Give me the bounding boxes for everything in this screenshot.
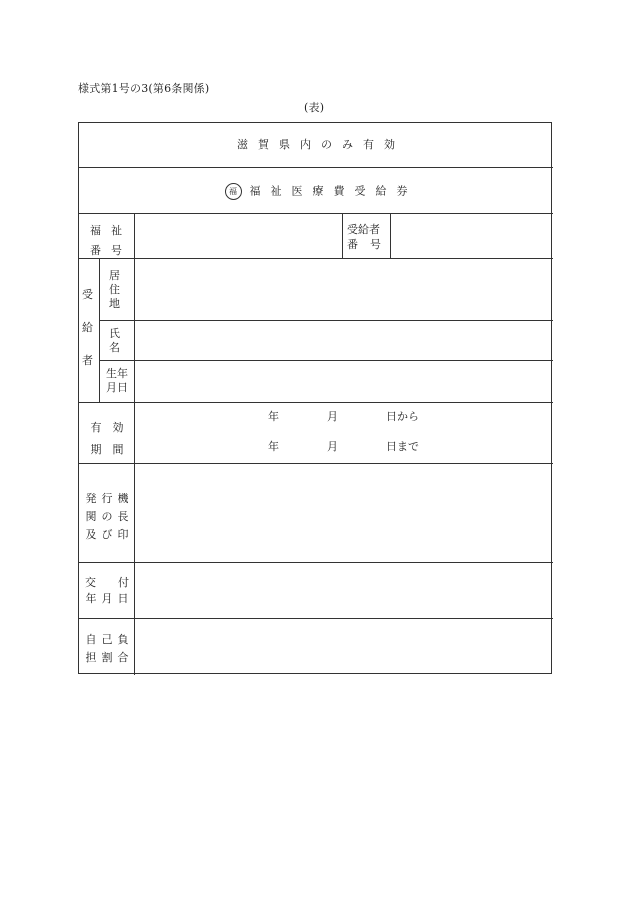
recipient-group-label: 受 給 者 (82, 288, 93, 367)
title-valid-in-shiga: 滋賀県内のみ有効 (237, 138, 405, 151)
recipient-number-field[interactable] (391, 214, 551, 257)
residence-label: 居 住 地 (109, 269, 120, 310)
rule-recipient (79, 402, 553, 403)
issuer-head-seal-label: 発 行 機 関 の 長 及 び 印 (85, 492, 129, 541)
form-reference: 様式第1号の3(第6条関係) (78, 82, 210, 95)
birth-date-field[interactable] (135, 361, 551, 401)
copay-ratio-label: 自 己 負 担 割 合 (85, 633, 129, 664)
rule-title (79, 167, 553, 168)
subtitle-row (79, 183, 563, 200)
recipient-number-label: 受給者 番 号 (347, 223, 381, 251)
issuer-seal-field[interactable] (135, 464, 551, 561)
welfare-circle-mark: 福 (225, 183, 242, 200)
name-label: 氏 名 (109, 327, 120, 354)
issue-date-label: 交 付 年 月 日 (85, 576, 129, 605)
recipient-group-rule (99, 258, 100, 402)
validity-period-label: 有 効 期 間 (90, 421, 124, 456)
validity-from[interactable]: 年 月 日から (268, 410, 419, 423)
birth-date-label: 生年 月日 (106, 367, 128, 394)
name-field[interactable] (135, 321, 551, 359)
issue-date-field[interactable] (135, 563, 551, 617)
copay-ratio-field[interactable] (135, 619, 551, 673)
recipient-number-left-rule (342, 213, 343, 258)
validity-to[interactable]: 年 月 日まで (268, 440, 419, 453)
certificate-name: 福祉医療費受給券 (249, 184, 418, 198)
residence-field[interactable] (135, 259, 551, 319)
welfare-number-field[interactable] (135, 214, 341, 257)
welfare-number-label: 福 祉 番 号 (90, 224, 122, 257)
benefit-certificate-form (78, 122, 552, 674)
front-side-label: (表) (304, 101, 325, 114)
